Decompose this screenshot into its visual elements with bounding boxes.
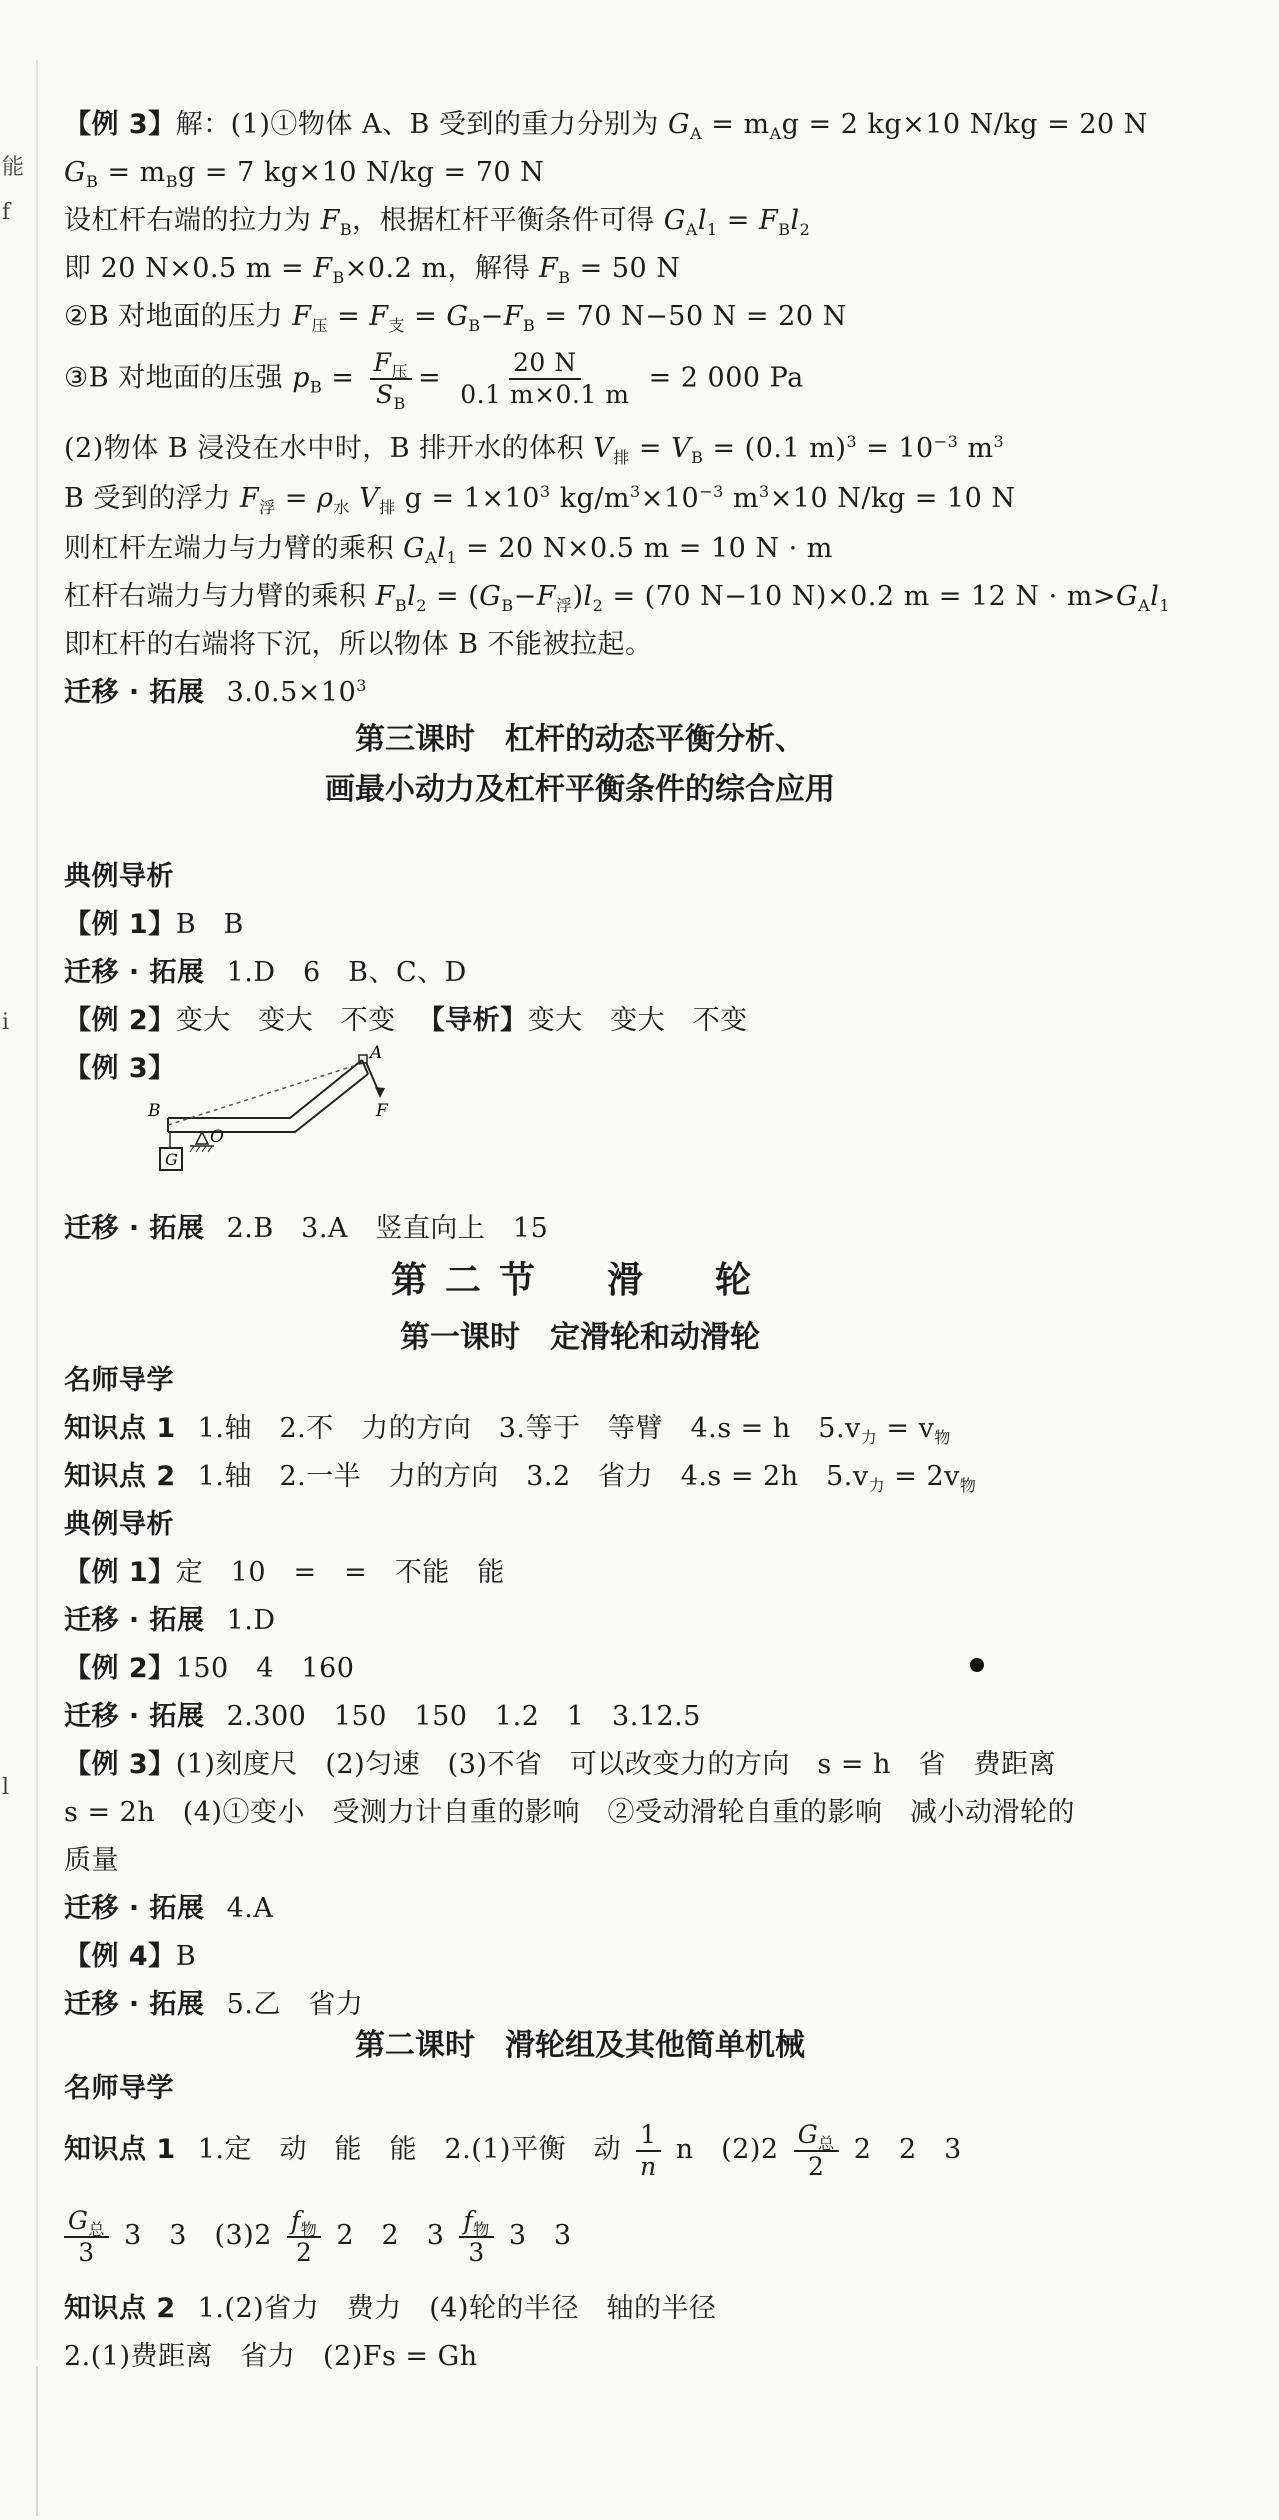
s2-example3-line3: 质量: [64, 1845, 119, 1876]
ex3-line-7: (2)物体 B 浸没在水中时，B 排开水的体积 $V_排 = V_B = (0.1$ $m)^3 = 10^{-3}$ $m^3$: [64, 432, 1005, 467]
ex3-line-9: 则杠杆左端力与力臂的乘积 $G_Al_1 = 20$ N×0.5 m = 10 N · m: [64, 533, 833, 567]
section-label-msdx-2: 名师导学: [64, 2073, 174, 2104]
fig-label-a: A: [370, 1043, 383, 1063]
fraction-g-over-2: $\frac{G_总}{2}$: [794, 2120, 839, 2182]
pressure-fraction: $\frac{F_压}{S_B}$: [370, 348, 412, 410]
lever-top-edge: [168, 1060, 362, 1118]
s1-example1: 【例 1】B B: [64, 909, 244, 940]
s2-example4: 【例 4】B: [64, 1941, 197, 1972]
lesson2-title: 第二课时 滑轮组及其他简单机械: [355, 2028, 805, 2063]
s1-example3: 【例 3】: [64, 1053, 176, 1084]
margin-mark: l: [2, 1775, 10, 1800]
margin-mark: f: [2, 200, 11, 225]
s2-transfer4: 迁移 · 拓展 5.乙 省力: [64, 1989, 364, 2020]
fig-label-f: F: [376, 1101, 388, 1121]
margin-line: [36, 60, 38, 2360]
ex3-line-6: ③B 对地面的压强 $p_B$ = $\frac{F_压}{S_B}$ = $\frac{20 N}{0.1 m\times 0.1 m}$ = 2 000 Pa: [64, 348, 804, 413]
ex3-line-11: 即杠杆的右端将下沉，所以物体 B 不能被拉起。: [64, 629, 653, 660]
force-arrowhead: [375, 1087, 385, 1098]
s2-transfer3: 迁移 · 拓展 4.A: [64, 1893, 274, 1924]
fig-label-b: B: [148, 1101, 161, 1121]
fraction-g-over-3: $\frac{G_总}{3}$: [64, 2206, 109, 2268]
section-label-dlyx: 典例导析: [64, 861, 174, 892]
kp1-line1: 知识点 1 1.定 动 能 能 2.(1)平衡 动 $\frac{1}{n}$ n (2)2 $\frac{G_总}{2}$ 2 2 3: [64, 2119, 962, 2181]
s1-transfer2: 迁移 · 拓展 2.B 3.A 竖直向上 15: [64, 1213, 549, 1244]
lesson1-title: 第一课时 定滑轮和动滑轮: [400, 1320, 760, 1355]
fraction-1-over-n: $\frac{1}{n}$: [636, 2120, 661, 2182]
fraction-f-over-3: $\frac{f_物}{3}$: [459, 2206, 493, 2268]
margin-line-bottom: [36, 2366, 38, 2516]
dashed-line: [168, 1062, 366, 1125]
s2-example3-line2: s = 2h (4)①变小 受测力计自重的影响 ②受动滑轮自重的影响 减小动滑轮的: [64, 1797, 1075, 1828]
s1-example2: 【例 2】变大 变大 不变 【导析】变大 变大 不变: [64, 1005, 748, 1036]
s2-transfer2: 迁移 · 拓展 2.300 150 150 1.2 1 3.12.5: [64, 1701, 701, 1732]
lever-diagram: [140, 1040, 430, 1190]
ex3-line-8: B 受到的浮力 $F_浮 = \rho_水$ $V_排$ $g = 1\times 10^3$ $kg/m^3\times 10^{-3}$ $m^3\times 10$ N/kg = 10 N: [64, 482, 1016, 517]
section-label-msdx: 名师导学: [64, 1365, 174, 1396]
s2-example3: 【例 3】(1)刻度尺 (2)匀速 (3)不省 可以改变力的方向 s = h 省 费距离: [64, 1749, 1056, 1780]
ex3-line-10: 杠杆右端力与力臂的乘积 $F_Bl_2 = (G_B-F_浮)l_2 = (70$ N−10 N)×0.2 m = 12 $N \cdot m>G_Al_1$: [64, 581, 1171, 615]
ground-hatch: [196, 1146, 200, 1152]
kp2-line1: 知识点 2 1.(2)省力 费力 (4)轮的半径 轴的半径: [64, 2293, 717, 2324]
fraction-f-over-2: $\frac{f_物}{2}$: [287, 2206, 321, 2268]
s1-transfer1: 迁移 · 拓展 1.D 6 B、C、D: [64, 957, 467, 988]
knowledge-point-1: 知识点 1 1.轴 2.不 力的方向 3.等于 等臂 4.s = h $5.v_力 = v_物$: [64, 1413, 951, 1447]
pressure-value-fraction: $\frac{20 N}{0.1 m\times 0.1 m}$: [460, 348, 630, 409]
s2-example2: 【例 2】150 4 160: [64, 1653, 355, 1684]
ex3-transfer: 迁移 · 拓展 $3.0.5\times 10^3$: [64, 676, 367, 708]
ex3-line-5: ②B 对地面的压力 $F_压 = F_支 = G_B-F_B = 70$ N−50 N = 20 N: [64, 301, 847, 335]
s2-transfer1: 迁移 · 拓展 1.D: [64, 1605, 276, 1636]
kp2-line2: 2.(1)费距离 省力 (2)Fs = Gh: [64, 2341, 478, 2372]
fig-label-g: G: [165, 1150, 178, 1169]
ex3-line-2: $G_B = m_Bg = 7$ kg×10 N/kg = 70 N: [64, 157, 545, 191]
fig-label-o: O: [210, 1127, 224, 1147]
ground-hatch: [190, 1146, 194, 1152]
s2-example1: 【例 1】定 10 = = 不能 能: [64, 1557, 505, 1588]
fulcrum: [196, 1132, 208, 1144]
section2-title: 第二节 滑 轮: [390, 1260, 769, 1301]
kp1-line2: $\frac{G_总}{3}$ 3 3 (3)2 $\frac{f_物}{2}$ 2 2 3 $\frac{f_物}{3}$ 3 3: [64, 2204, 572, 2268]
ex3-line-4: 即 20 N×0.5 $m = F_B\times 0.2$ m，解得 $F_B = 50$ N: [64, 253, 681, 287]
ground-hatch: [202, 1146, 206, 1152]
section-label-dlyx-2: 典例导析: [64, 1509, 174, 1540]
ex3-line-1: 【例 3】解：(1)①物体 A、B 受到的重力分别为 $G_A = m_Ag = 2$ kg×10 N/kg = 20 N: [64, 109, 1148, 143]
margin-mark: 能: [2, 155, 25, 180]
lever-bottom-edge: [168, 1074, 368, 1132]
margin-mark: i: [2, 1010, 10, 1035]
knowledge-point-2: 知识点 2 1.轴 2.一半 力的方向 3.2 省力 4.s = 2h $5.v_力 = 2v_物$: [64, 1461, 977, 1495]
lesson3-title-line2: 画最小动力及杠杆平衡条件的综合应用: [325, 772, 835, 807]
lesson3-title-line1: 第三课时 杠杆的动态平衡分析、: [355, 722, 805, 757]
dot-mark: [970, 1658, 984, 1672]
ex3-line-3: 设杠杆右端的拉力为 $F_B$，根据杠杆平衡条件可得 $G_Al_1 = F_Bl_2$: [64, 205, 811, 239]
